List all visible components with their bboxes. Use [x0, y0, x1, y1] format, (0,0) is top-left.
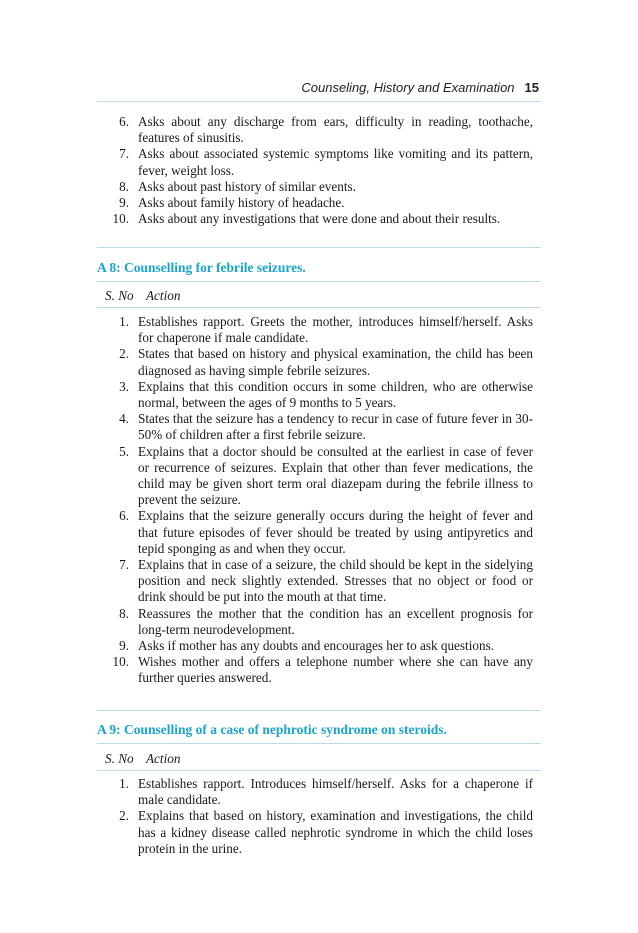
item-text: Reassures the mother that the condition has an excellent prognosis for long-term neurodevelopment.: [138, 605, 533, 637]
column-action: Action: [146, 288, 181, 303]
item-text: Asks about family history of headache.: [138, 195, 345, 211]
column-action: Action: [146, 751, 181, 766]
list-item: [97, 346, 541, 378]
item-number: 8.: [119, 605, 129, 621]
item-number: 4.: [119, 411, 129, 427]
item-number: 9.: [119, 195, 129, 211]
a9-list: [97, 776, 541, 857]
divider: [97, 281, 541, 282]
item-number: 9.: [119, 638, 129, 654]
item-text: Asks if mother has any doubts and encourages her to ask questions.: [138, 638, 494, 654]
section-title-a8: A 8: Counselling for febrile seizures.: [97, 260, 306, 275]
list-item: [97, 195, 541, 211]
item-number: 2.: [119, 346, 129, 362]
divider: [97, 710, 541, 711]
item-text: Explains that a doctor should be consulted at the earliest in case of fever or recurrence of seizures. Explain that other than fever medications, the child may be given short term oral diazepam during the febrile illness to prevent the seizure.: [138, 443, 533, 508]
running-title: Counseling, History and Examination: [301, 80, 515, 95]
item-number: 8.: [119, 178, 129, 194]
item-number: 5.: [119, 443, 129, 459]
divider: [97, 743, 541, 744]
item-text: Explains that this condition occurs in some children, who are otherwise normal, between the ages of 9 months to 5 years.: [138, 378, 533, 411]
a8-list: [97, 314, 541, 687]
divider: [97, 770, 541, 771]
item-text: Establishes rapport. Greets the mother, introduces himself/herself. Asks for chaperone if male candidate.: [138, 314, 533, 346]
item-text: Asks about past history of similar events.: [138, 178, 356, 194]
item-text: Asks about associated systemic symptoms like vomiting and its pattern, fever, weight loss.: [138, 146, 533, 178]
item-number: 7.: [119, 146, 129, 162]
item-text: Explains that in case of a seizure, the child should be kept in the sidelying position and neck slightly extended. Stresses that no object or food or drink should be put into the mouth at that time.: [138, 557, 533, 605]
item-text: Explains that based on history, examination and investigations, the child has a kidney disease called nephrotic syndrome in which the child loses protein in the urine.: [138, 808, 533, 856]
list-item: [97, 146, 541, 178]
list-item: [97, 179, 541, 195]
list-item: [97, 211, 541, 227]
item-number: 10.: [112, 654, 129, 670]
list-item: [97, 606, 541, 638]
running-header: [95, 80, 539, 95]
item-number: 2.: [119, 808, 129, 824]
divider: [97, 247, 541, 248]
item-number: 6.: [119, 508, 129, 524]
column-header-a9: [97, 751, 541, 767]
list-item: [97, 508, 541, 557]
item-number: 1.: [119, 776, 129, 791]
item-text: Explains that the seizure generally occurs during the height of fever and that future episodes of fever should be treated by using antipyretics and tepid sponging as and when they occur.: [138, 508, 533, 556]
list-item: [97, 314, 541, 346]
item-number: 7.: [119, 557, 129, 573]
list-item: [97, 411, 541, 443]
column-sno: S. No: [105, 751, 134, 766]
item-text: States that the seizure has a tendency to recur in case of future fever in 30-50% of children after a first febrile seizure.: [138, 411, 533, 443]
item-text: States that based on history and physical examination, the child has been diagnosed as having simple febrile seizures.: [138, 346, 533, 378]
list-item: [97, 444, 541, 509]
item-text: Establishes rapport. Introduces himself/herself. Asks for a chaperone if male candidate.: [138, 776, 533, 808]
list-item: [97, 114, 541, 146]
list-item: [97, 808, 541, 857]
divider: [97, 307, 541, 308]
item-number: 10.: [112, 211, 129, 227]
item-number: 6.: [119, 114, 129, 129]
item-number: 3.: [119, 378, 129, 394]
list-item: [97, 654, 541, 686]
item-text: Wishes mother and offers a telephone number where she can have any further queries answered.: [138, 654, 533, 686]
list-item: [97, 379, 541, 411]
section-title-a9: A 9: Counselling of a case of nephrotic syndrome on steroids.: [97, 722, 447, 737]
column-header-a8: [97, 288, 541, 304]
page-number: 15: [524, 80, 539, 95]
item-number: 1.: [119, 314, 129, 329]
item-text: Asks about any investigations that were done and about their results.: [138, 211, 501, 227]
list-item: [97, 638, 541, 654]
list-item: [97, 557, 541, 606]
item-text: Asks about any discharge from ears, difficulty in reading, toothache, features of sinusitis.: [138, 114, 533, 146]
list-item: [97, 776, 541, 808]
column-sno: S. No: [105, 288, 134, 303]
continued-list: [97, 114, 541, 227]
header-rule: [97, 101, 541, 102]
